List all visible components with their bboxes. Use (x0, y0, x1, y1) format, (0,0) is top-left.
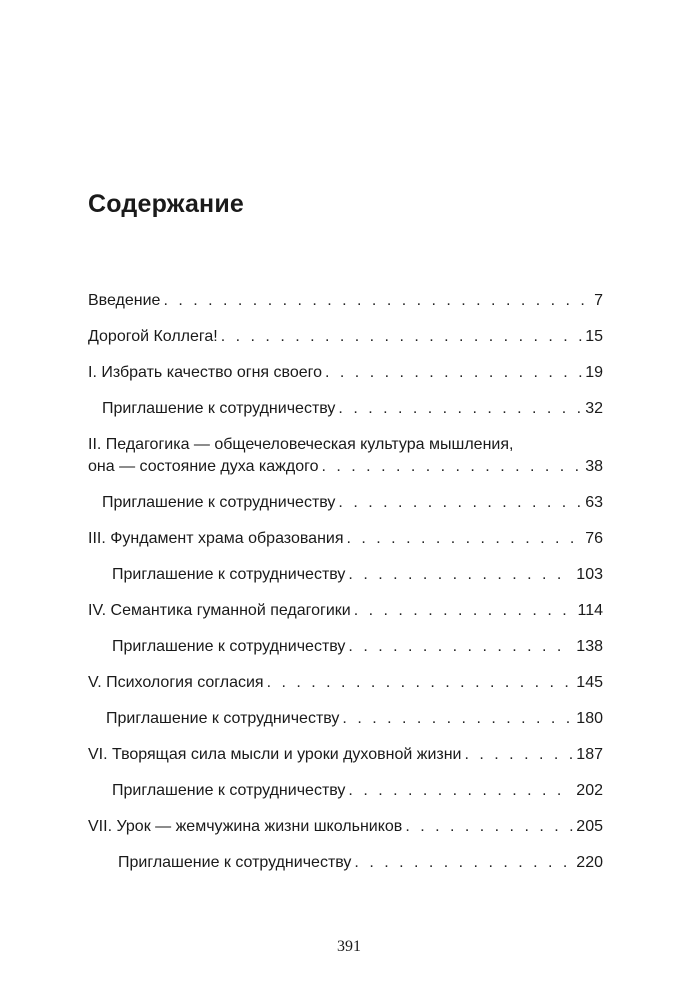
toc-page-number: 205 (576, 818, 603, 835)
toc-page-number: 7 (594, 292, 603, 309)
toc-title: IV. Семантика гуманной педагогики (88, 602, 351, 619)
toc-entry-invitation-3 (88, 564, 603, 586)
toc-entry-chapter-4 (88, 600, 603, 622)
table-of-contents (88, 290, 603, 888)
toc-title: Приглашение к сотрудничеству (102, 494, 336, 511)
dot-leader (348, 564, 573, 586)
toc-title: III. Фундамент храма образования (88, 530, 344, 547)
toc-title: Приглашение к сотрудничеству (112, 638, 346, 655)
dot-leader (405, 816, 573, 838)
dot-leader (348, 780, 573, 802)
toc-entry-chapter-5 (88, 672, 603, 694)
toc-entry-invitation-1 (88, 398, 603, 420)
toc-title: VI. Творящая сила мысли и уроки духовной жизни (88, 746, 462, 763)
toc-title: V. Психология согласия (88, 674, 264, 691)
toc-title: Введение (88, 292, 161, 309)
toc-title: Приглашение к сотрудничеству (112, 566, 346, 583)
toc-page-number: 38 (585, 458, 603, 475)
page-title: Содержание (88, 190, 245, 218)
toc-page-number: 187 (576, 746, 603, 763)
toc-title: VII. Урок — жемчужина жизни школьников (88, 818, 403, 835)
toc-title: Приглашение к сотрудничеству (118, 854, 352, 871)
toc-entry-chapter-3 (88, 528, 603, 550)
toc-entry-dear-colleague (88, 326, 603, 348)
toc-entry-introduction (88, 290, 603, 312)
dot-leader (465, 744, 574, 766)
dot-leader (347, 528, 583, 550)
toc-page-number: 76 (585, 530, 603, 547)
toc-entry-chapter-7 (88, 816, 603, 838)
toc-page-number: 15 (585, 328, 603, 345)
dot-leader (342, 708, 573, 730)
toc-page-number: 19 (585, 364, 603, 381)
toc-title: Приглашение к сотрудничеству (102, 400, 336, 417)
toc-page-number: 114 (577, 602, 603, 619)
dot-leader (322, 456, 583, 478)
toc-entry-chapter-1 (88, 362, 603, 384)
toc-page-number: 220 (576, 854, 603, 871)
toc-page-number: 32 (585, 400, 603, 417)
toc-title: Приглашение к сотрудничеству (106, 710, 340, 727)
toc-entry-chapter-2 (88, 434, 603, 478)
dot-leader (325, 362, 582, 384)
toc-title-line2: она — состояние духа каждого (88, 458, 319, 475)
toc-page-number: 145 (576, 674, 603, 691)
dot-leader (354, 600, 575, 622)
toc-entry-invitation-7 (88, 852, 603, 874)
toc-title: Приглашение к сотрудничеству (112, 782, 346, 799)
dot-leader (338, 398, 582, 420)
toc-title-line1: II. Педагогика — общечеловеческая культура мышления, (88, 436, 514, 453)
toc-page-number: 103 (576, 566, 603, 583)
dot-leader (348, 636, 573, 658)
dot-leader (338, 492, 582, 514)
toc-entry-chapter-6 (88, 744, 603, 766)
toc-page-number: 138 (576, 638, 603, 655)
dot-leader (267, 672, 574, 694)
page-number: 391 (337, 938, 361, 955)
toc-page-number: 202 (576, 782, 603, 799)
toc-entry-invitation-6 (88, 780, 603, 802)
dot-leader (354, 852, 573, 874)
toc-page-number: 63 (585, 494, 603, 511)
dot-leader (221, 326, 582, 348)
toc-title: Дорогой Коллега! (88, 328, 218, 345)
toc-entry-invitation-2 (88, 492, 603, 514)
toc-page-number: 180 (576, 710, 603, 727)
toc-title: I. Избрать качество огня своего (88, 364, 323, 381)
toc-entry-invitation-4 (88, 636, 603, 658)
toc-entry-invitation-5 (88, 708, 603, 730)
dot-leader (163, 290, 591, 312)
